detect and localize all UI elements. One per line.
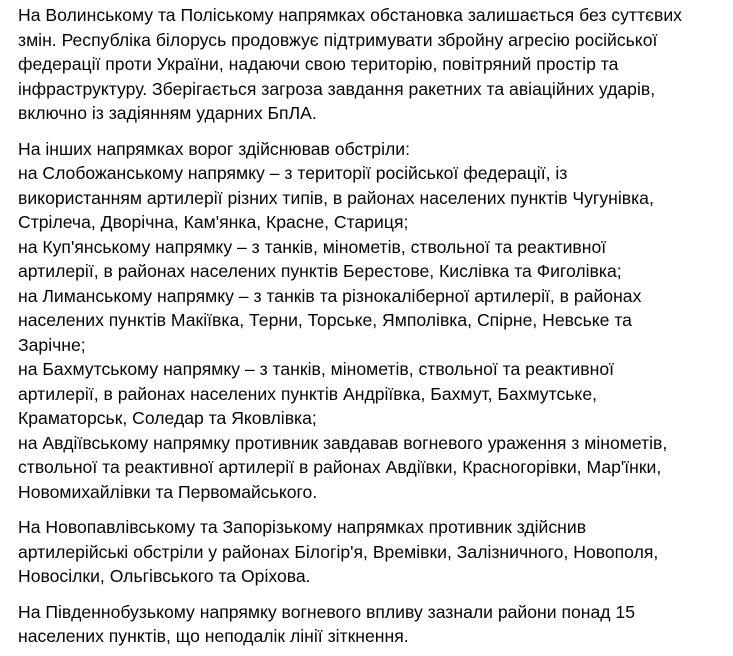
text-line: артилерії, в районах населених пунктів Берестове, Кислівка та Фиголівка; bbox=[18, 261, 622, 281]
text-line: населених пунктів, що неподалік лінії зіткнення. bbox=[18, 626, 409, 646]
text-line: змін. Республіка білорусь продовжує підтримувати збройну агресію російської bbox=[18, 29, 658, 50]
text-line: На Південнобузькому напрямку вогневого впливу зазнали райони понад 15 bbox=[18, 601, 636, 622]
text-line: На інших напрямках ворог здійснював обстріли: bbox=[18, 138, 410, 159]
text-line: на Бахмутському напрямку – з танків, мінометів, ствольної та реактивної bbox=[18, 359, 615, 379]
paragraph-other-directions bbox=[18, 137, 723, 505]
text-line: на Слобожанському напрямку – з території російської федерації, із bbox=[18, 163, 568, 183]
text-line: на Лиманському напрямку – з танків та різнокаліберної артилерії, в районах bbox=[18, 285, 642, 306]
text-line: артилерійські обстріли у районах Білогір'я, Времівки, Залізничного, Новополя, bbox=[18, 541, 659, 562]
text-line: Стрілеча, Дворічна, Кам'янка, Красне, Стариця; bbox=[18, 212, 409, 232]
text-line: Зарічне; bbox=[18, 334, 86, 355]
text-line: населених пунктів Макіївка, Терни, Торське, Ямполівка, Спірне, Невське та bbox=[18, 310, 632, 330]
text-line: Краматорськ, Соледар та Яковлівка; bbox=[18, 408, 317, 428]
text-line: інфраструктуру. Зберігається загроза завдання ракетних та авіаційних ударів, bbox=[18, 78, 656, 99]
text-line: на Куп'янському напрямку – з танків, мінометів, ствольної та реактивної bbox=[18, 236, 607, 257]
paragraph-novopavlivka-zaporizhzhia bbox=[18, 515, 723, 589]
text-line: ствольної та реактивної артилерії в районах Авдіївки, Красногорівки, Мар'їнки, bbox=[18, 457, 662, 477]
text-line: Новосілки, Ольгівського та Оріхова. bbox=[18, 566, 311, 586]
text-line: використанням артилерії різних типів, в районах населених пунктів Чугунівка, bbox=[18, 187, 654, 208]
paragraph-volyn-polissia bbox=[18, 3, 723, 126]
text-line: включно із задіянням ударних БпЛА. bbox=[18, 103, 317, 123]
text-line: федерації проти України, надаючи свою територію, повітряний простір та bbox=[18, 54, 619, 74]
paragraph-pivdennyi-buh bbox=[18, 600, 723, 649]
text-line: Новомихайлівки та Первомайського. bbox=[18, 481, 318, 502]
text-line: На Волинському та Поліському напрямках обстановка залишається без суттєвих bbox=[18, 5, 682, 25]
text-line: На Новопавлівському та Запорізькому напрямках противник здійснив bbox=[18, 517, 587, 537]
text-line: артилерії, в районах населених пунктів Андріївка, Бахмут, Бахмутське, bbox=[18, 383, 597, 404]
text-line: на Авдіївському напрямку противник завдавав вогневого ураження з мінометів, bbox=[18, 432, 668, 453]
